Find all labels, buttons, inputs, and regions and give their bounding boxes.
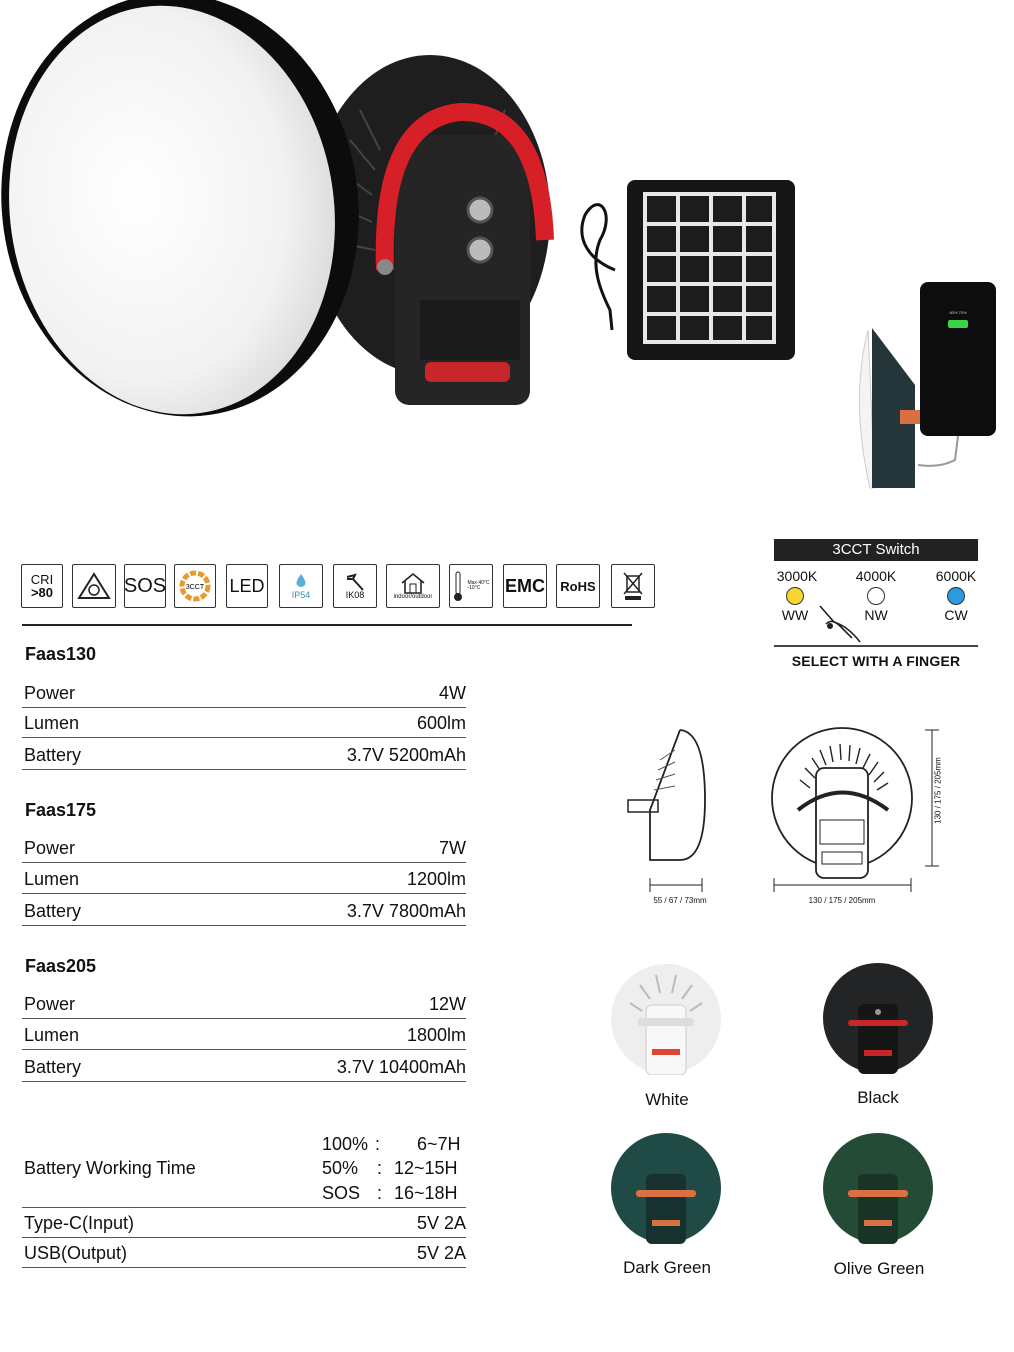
depth-dimension: 55 / 67 / 73mm [653, 896, 707, 905]
spec-row: Power 7W [22, 833, 466, 863]
spec-row: Lumen 1200lm [22, 864, 466, 894]
side-lamp [872, 328, 915, 488]
phone-battery-icon [948, 320, 968, 328]
nw-color-dot[interactable] [867, 587, 885, 605]
spec-row: Power 4W [22, 678, 466, 708]
bwt-mode: SOS [322, 1183, 361, 1203]
spec-row: Lumen 1800lm [22, 1020, 466, 1050]
temperature-icon: Max 40°C -10°C [449, 564, 493, 608]
button-2 [468, 238, 492, 262]
bwt-mode: 100% [322, 1134, 369, 1154]
cw-color-dot[interactable] [947, 587, 965, 605]
bwt-time: 12~15H [394, 1158, 458, 1178]
model-title-faas205: Faas205 [25, 956, 97, 976]
cct-temp: 4000K [855, 568, 897, 584]
cct-code: WW [781, 607, 809, 623]
button-1 [468, 198, 492, 222]
height-dimension: 130 / 175 / 205mm [933, 757, 943, 824]
spec-row: Battery 3.7V 10400mAh [22, 1052, 466, 1082]
cct-temp: 3000K [776, 568, 818, 584]
dimension-drawing [620, 720, 950, 915]
spec-row: Lumen 600lm [22, 708, 466, 738]
sos-icon: SOS [124, 564, 166, 608]
finger-pointer-icon [816, 604, 866, 644]
port-strip [425, 362, 510, 382]
cct-divider [774, 645, 978, 647]
emc-icon: EMC [503, 564, 547, 608]
cct-code: NW [864, 607, 888, 623]
svg-text:3CCT: 3CCT [185, 584, 205, 591]
color-name: Black [857, 1088, 899, 1107]
width-dimension: 130 / 175 / 205mm [808, 896, 876, 905]
bwt-sep: : [375, 1134, 381, 1154]
color-name: Dark Green [623, 1258, 711, 1277]
bwt-sep: : [377, 1183, 383, 1203]
bwt-divider [22, 1178, 466, 1208]
ww-color-dot[interactable] [786, 587, 804, 605]
triangle-plug-icon [72, 564, 116, 608]
bwt-time: 16~18H [394, 1183, 458, 1203]
cct-subtitle: SELECT WITH A FINGER [791, 653, 961, 669]
color-swatch-olive-green[interactable] [822, 1132, 934, 1244]
battery-working-time-label: Battery Working Time [24, 1158, 196, 1178]
svg-text:80% 70%: 80% 70% [949, 310, 967, 315]
spec-row: Power 12W [22, 989, 466, 1019]
rohs-icon: RoHS [556, 564, 600, 608]
cri-icon: CRI >80 [21, 564, 63, 608]
color-name: White [645, 1090, 689, 1109]
led-icon: LED [226, 564, 268, 608]
spec-row: Battery 3.7V 5200mAh [22, 740, 466, 770]
solar-cable [582, 205, 615, 330]
product-hero-illustration [0, 0, 1014, 500]
cct-switch-title: 3CCT Switch [774, 539, 978, 561]
io-row: Type-C(Input) 5V 2A [22, 1208, 466, 1238]
ik08-icon: IK08 [333, 564, 377, 608]
weee-bin-icon [611, 564, 655, 608]
color-name: Olive Green [833, 1259, 925, 1278]
color-swatch-black[interactable] [822, 962, 934, 1074]
bwt-time: 6~7H [417, 1134, 461, 1154]
bwt-mode: 50% [322, 1158, 359, 1178]
cct-code: CW [944, 607, 968, 623]
spec-row: Battery 3.7V 7800mAh [22, 896, 466, 926]
3cct-icon [174, 564, 216, 608]
color-swatch-dark-green[interactable] [610, 1132, 722, 1244]
bwt-sep: : [377, 1158, 383, 1178]
io-row: USB(Output) 5V 2A [22, 1238, 466, 1268]
model-title-faas130: Faas130 [25, 644, 97, 664]
model-title-faas175: Faas175 [25, 800, 97, 820]
phone [920, 282, 996, 436]
cct-temp: 6000K [935, 568, 977, 584]
color-swatch-white[interactable] [610, 963, 722, 1075]
ip54-icon: IP54 [279, 564, 323, 608]
indoor-outdoor-icon: indoor/outdoor [386, 564, 440, 608]
section-divider [22, 624, 632, 626]
